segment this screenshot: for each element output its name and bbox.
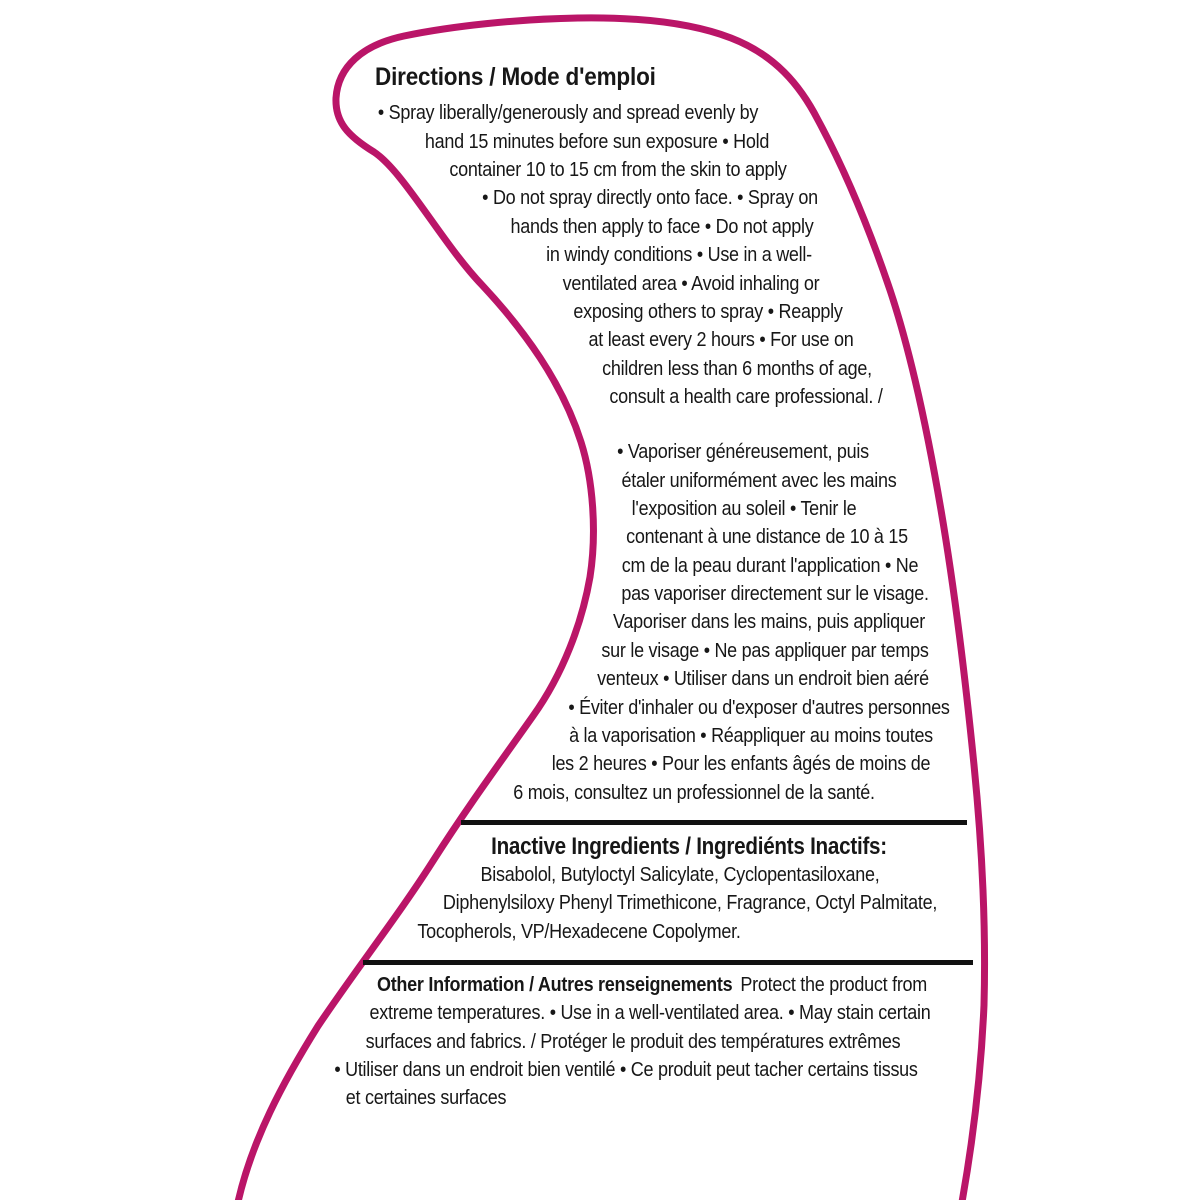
section-divider-top xyxy=(461,820,967,825)
directions-en-line-5: hands then apply to face • Do not apply xyxy=(510,216,814,238)
directions-en-line-2: hand 15 minutes before sun exposure • Hold xyxy=(424,131,770,153)
directions-fr-line-12: les 2 heures • Pour les enfants âgés de moins de xyxy=(551,753,931,775)
inactive-ingredients-line-1: Bisabolol, Butyloctyl Salicylate, Cyclopentasiloxane, xyxy=(480,864,880,886)
other-information-line-5: et certaines surfaces xyxy=(345,1087,507,1109)
section-divider-bottom xyxy=(363,960,973,965)
directions-en-line-9: at least every 2 hours • For use on xyxy=(588,329,854,351)
other-information-text: Protect the product from xyxy=(740,974,928,996)
directions-fr-line-4: contenant à une distance de 10 à 15 xyxy=(626,526,908,548)
directions-en-line-8: exposing others to spray • Reapply xyxy=(573,301,843,323)
directions-fr-line-7: Vaporiser dans les mains, puis appliquer xyxy=(612,611,926,633)
directions-fr-line-1: • Vaporiser généreusement, puis xyxy=(617,441,869,463)
other-information-line-4: • Utiliser dans un endroit bien ventilé • Ce produit peut tacher certains tissus xyxy=(334,1059,918,1081)
other-information-line-1 xyxy=(377,973,927,997)
inactive-ingredients-line-2: Diphenylsiloxy Phenyl Trimethicone, Fragrance, Octyl Palmitate, xyxy=(442,892,938,914)
directions-en-line-6: in windy conditions • Use in a well- xyxy=(546,244,812,266)
directions-fr-line-2: étaler uniformément avec les mains xyxy=(621,470,897,492)
other-information-line-3: surfaces and fabrics. / Protéger le produit des températures extrêmes xyxy=(365,1031,901,1053)
inactive-ingredients-line-3: Tocopherols, VP/Hexadecene Copolymer. xyxy=(417,921,741,943)
directions-fr-line-10: • Éviter d'inhaler ou d'exposer d'autres personnes xyxy=(568,697,950,719)
inactive-ingredients-heading: Inactive Ingredients / Ingrediénts Inactifs: xyxy=(491,833,887,860)
directions-fr-line-13: 6 mois, consultez un professionnel de la santé. xyxy=(513,782,875,804)
directions-en-line-4: • Do not spray directly onto face. • Spray on xyxy=(482,187,818,209)
directions-heading: Directions / Mode d'emploi xyxy=(375,63,656,91)
directions-fr-line-5: cm de la peau durant l'application • Ne xyxy=(621,555,919,577)
directions-en-line-10: children less than 6 months of age, xyxy=(602,358,872,380)
directions-fr-line-9: venteux • Utiliser dans un endroit bien aéré xyxy=(597,668,929,690)
directions-fr-line-3: l'exposition au soleil • Tenir le xyxy=(631,498,857,520)
directions-en-line-3: container 10 to 15 cm from the skin to apply xyxy=(449,159,787,181)
other-information-heading: Other Information / Autres renseignements xyxy=(376,974,733,996)
directions-fr-line-11: à la vaporisation • Réappliquer au moins toutes xyxy=(569,725,933,747)
other-information-line-2: extreme temperatures. • Use in a well-ventilated area. • May stain certain xyxy=(369,1002,931,1024)
directions-en-line-7: ventilated area • Avoid inhaling or xyxy=(562,273,820,295)
directions-fr-line-8: sur le visage • Ne pas appliquer par temps xyxy=(601,640,929,662)
directions-fr-line-6: pas vaporiser directement sur le visage. xyxy=(621,583,929,605)
directions-en-line-1: • Spray liberally/generously and spread evenly by xyxy=(377,102,759,124)
directions-en-line-11: consult a health care professional. / xyxy=(609,386,883,408)
